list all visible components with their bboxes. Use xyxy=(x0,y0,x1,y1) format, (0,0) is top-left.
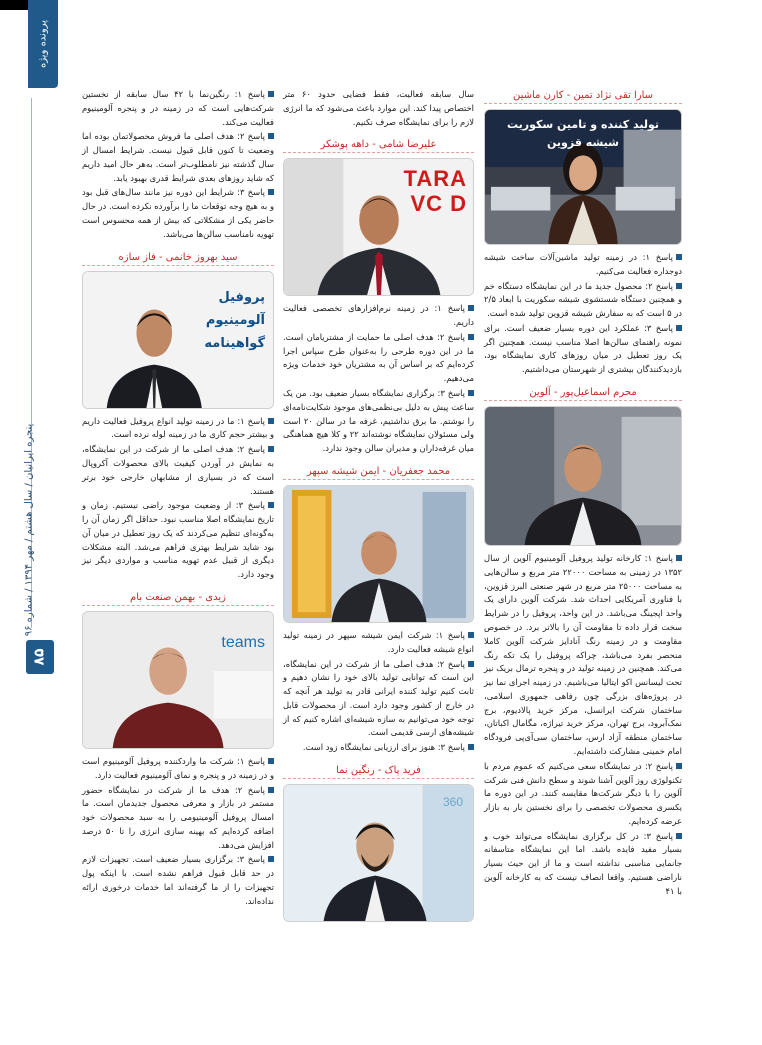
bullet-square-icon xyxy=(268,133,274,139)
bullet-square-icon xyxy=(676,555,682,561)
answer: پاسخ ۲: هدف اصلی ما فروش محصولاتمان بوده اما وضعیت تا کنون قابل قبول نیست. شرایط امسال از سال گذشته نیز نامطلوب‌تر است. به‌هر حال امید داریم که شاید روزهای بعدی شرایط قدری بهبود یابد. xyxy=(82,131,274,183)
bullet-square-icon xyxy=(676,283,682,289)
bullet-square-icon xyxy=(268,446,274,452)
bullet-square-icon xyxy=(468,305,474,311)
section-tab xyxy=(28,0,58,88)
bullet-square-icon xyxy=(676,763,682,769)
interview-karen-mashin xyxy=(484,90,682,377)
answer: پاسخ ۲: هدف اصلی ما از شرکت در این نمایشگاه، این است که توانایی تولید بالای خود را نشان دهیم و ثابت کنیم تولید کننده ایرانی قادر به تولید هر آنچه که در خارج از کشور وجود دارد است. از محصولات قابل توجه خود می‌توانیم به سازه شیشه‌ای اشاره کنیم که از شیشه‌های ارسی قدیمی است. xyxy=(283,658,474,738)
portrait-photo xyxy=(283,485,474,623)
answer: پاسخ ۱: شرکت ما واردکننده پروفیل آلومینیوم است و در زمینه در و پنجره و نمای آلومینیوم فعالیت دارد. xyxy=(82,755,274,780)
interview-dahe-pooshkar xyxy=(283,139,474,456)
bullet-square-icon xyxy=(676,325,682,331)
answer: پاسخ ۳: شرایط این دوره نیز مانند سال‌های قبل بود و به هیچ وجه توقعات ما را برآورده نکرده است. در حال حاضر یکی از مشکلاتی که بیش از همه محسوس است تهویه نامناسب سالن‌ها می‌باشد. xyxy=(82,187,274,239)
bullet-square-icon xyxy=(268,189,274,195)
answer: پاسخ ۳: عملکرد این دوره بسیار ضعیف است. برای نمونه راهنمای سالن‌ها اصلا مناسب نیست. همچنین اگر یک روز تعطیل در میان روزهای کاری نمایشگاه بود، بازدیدکنندگان بیشتری از شهرستان می‌داشتیم. xyxy=(484,322,682,375)
bullet-square-icon xyxy=(468,390,474,396)
page-number-badge xyxy=(26,640,54,674)
portrait-photo xyxy=(283,158,474,296)
byline: علیرضا شامی - داهه پوشکر xyxy=(283,139,474,153)
portrait-photo-illustration xyxy=(485,407,681,545)
byline: سارا تقی نژاد تمین - کارن ماشین xyxy=(484,90,682,104)
portrait-photo-illustration xyxy=(83,612,273,748)
bullet-square-icon xyxy=(468,661,474,667)
answer: پاسخ ۲: هدف اصلی ما حمایت از مشتریامان است. ما در این دوره طرحی را به‌عنوان طرح سپاس اجرا کرده‌ایم که بر اساس آن به مشتریان خود خدمات ویژه می‌دهیم. xyxy=(283,331,474,384)
interview-faz-saze xyxy=(82,252,274,582)
answer: پاسخ ۳: هنوز برای ارزیابی نمایشگاه زود است. xyxy=(283,741,474,755)
byline: سید بهروز خانمی - فاز سازه xyxy=(82,252,274,266)
bullet-square-icon xyxy=(468,744,474,750)
bullet-square-icon xyxy=(268,856,274,862)
portrait-photo xyxy=(484,406,682,546)
portrait-photo xyxy=(82,271,274,409)
interview-bahman-sanat-bam xyxy=(82,592,274,909)
answer: پاسخ ۱: در زمینه تولید ماشین‌آلات ساخت شیشه دوجداره فعالیت می‌کنیم. xyxy=(484,252,682,276)
booth-sign-text: TARA VC D xyxy=(403,166,467,216)
answer: پاسخ ۲: در نمایشگاه سعی می‌کنیم که عموم مردم با تکنولوژی روز آلوین آشنا شوند و سطح دانش فنی شرکت آلوین را با دیگر شرکت‌ها مقایسه کنند. در این دوره ما یکسری محصولات تخصصی را برای نخستین بار به بازار عرضه کرده‌ایم. xyxy=(484,760,682,826)
column-left xyxy=(82,88,274,919)
booth-sign-text: teams xyxy=(221,633,265,651)
portrait-photo xyxy=(283,784,474,922)
bullet-square-icon xyxy=(676,833,682,839)
top-edge-bar xyxy=(0,0,28,10)
answer: پاسخ ۱: ما در زمینه تولید انواع پروفیل فعالیت داریم و بیشتر حجم کاری ما در زمینه لوله نرده است. xyxy=(82,415,274,440)
portrait-photo-illustration xyxy=(284,486,473,622)
issue-info xyxy=(14,423,44,637)
answer: پاسخ ۲: محصول جدید ما در این نمایشگاه دستگاه خم و همچنین دستگاه شستشوی شیشه سکوریت با ابعاد ۲/۵ در ۵ است که به سفارش شیشه قزوین تولید شده است. xyxy=(484,280,682,319)
bullet-square-icon xyxy=(268,502,274,508)
bullet-square-icon xyxy=(676,254,682,260)
byline: محرم اسماعیل‌پور - آلوین xyxy=(484,387,682,401)
answer: پاسخ ۳: در کل برگزاری نمایشگاه می‌تواند خوب و بسیار مفید فایده باشد. اما این نمایشگاه متاسفانه جانمایی مناسبی نداشته است و ما از این حیث بسیار ناراضی هستیم. واقعا انصاف نیست که به کارخانه آلوین با ۴۱ xyxy=(484,830,682,896)
bullet-square-icon xyxy=(268,91,274,97)
answer: پاسخ ۳: برگزاری بسیار ضعیف است. تجهیزات لازم در حد قابل قبول فراهم نشده است. با اینکه پول تجهیزات را از ما گرفته‌اند اما خدمات درخوری ارائه نداده‌اند. xyxy=(82,854,274,906)
booth-sign-text: پروفیل آلومینیوم گواهینامه xyxy=(204,289,265,352)
bullet-square-icon xyxy=(468,632,474,638)
interview-rangin-nama xyxy=(283,765,474,922)
answer: پاسخ ۱: رنگین‌نما با ۴۲ سال سابقه از نخستین شرکت‌هایی است که در زمینه در و پنجره آلومینیوم فعالیت می‌کند. xyxy=(82,89,274,127)
continued-text: سال سابقه فعالیت، فقط فضایی حدود ۶۰ متر اختصاص پیدا کند. این موارد باعث می‌شود که ما انرژی لازم را برای نمایشگاه صرف نکنیم. xyxy=(283,89,475,127)
column-right xyxy=(484,88,682,909)
interview-alvin xyxy=(484,387,682,899)
booth-sign-text: 360 xyxy=(442,794,463,809)
booth-sign-text: تولید کننده و تامین سکوریت شیشه قزوین xyxy=(506,118,660,149)
answer: پاسخ ۱: در زمینه نرم‌افزارهای تخصصی فعالیت داریم. xyxy=(283,303,474,328)
answer: پاسخ ۳: از وضعیت موجود راضی نیستیم. زمان و تاریخ نمایشگاه اصلا مناسب نبود. حداقل اگر زمان آن را به‌گونه‌ای تنظیم می‌کردند که یک روز تعطیل در میان آن بود شاید شرایط بهتری فراهم می‌شد. البته مشکلات دیگری از قبیل عدم تهویه مناسب و مواردی دیگر نیز وجود دارد. xyxy=(82,500,274,580)
byline: فرید پاک - رنگین نما xyxy=(283,765,474,779)
page-number: ۸۵ xyxy=(32,648,48,666)
bullet-square-icon xyxy=(468,334,474,340)
column-middle xyxy=(283,88,474,932)
interview-rangin-nama-answers xyxy=(82,88,274,242)
answer: پاسخ ۱: کارخانه تولید پروفیل آلومینیوم آلوین از سال ۱۳۵۲ در زمینی به مساحت ۲۲۰۰۰ متر مربع و سالن‌هایی به مساحت ۲۵۰۰۰ متر مربع در شهر صنعتی البرز قزوین، با فناوری آمریکایی احداث شد. شرکت آلوین دارای یک واحد اپجینگ می‌باشد. در این واحد، پروفیل را در شرایط سخت قرار داده تا مقاومت آن را بالاتر برد. در خصوص مقاومت و در زمینه رنگ آنادایز شرکت آلوین کاملا منحصر بفرد می‌باشد، چراکه پروفیل را یک تکه رنگ می‌کند. همچنین در زمینه تولید در و پنجره ترمال بریک نیز تحت لیسانس اکو ایتالیا می‌باشیم. در زمینه اجرای نما نیز در پروژه‌های بزرگی چون رفاهی جمهوری اسلامی، ساختمان شرکت ایرانسل، مرکز خرید پالادیوم، برج نمک‌آبرود، برج تهران، مرکز خرید تیراژه، مگامال اکباتان، ساختمان منطقه آزاد ارس، ساختمان سی‌آی‌پی فرودگاه امام خمینی مشارکت داشته‌ایم. xyxy=(484,553,682,756)
byline: زیدی - بهمن صنعت بام xyxy=(82,592,274,606)
bullet-square-icon xyxy=(268,758,274,764)
bullet-square-icon xyxy=(268,418,274,424)
byline: محمد جعفریان - ایمن شیشه سپهر xyxy=(283,466,474,480)
portrait-photo xyxy=(484,109,682,245)
issue-info-text: پنجره ایرانیان / سال هشتم / مهر ۱۳۹۴ / شماره ۹۶ xyxy=(23,423,35,637)
portrait-photo xyxy=(82,611,274,749)
interview-iman-shishe-sepehr xyxy=(283,466,474,755)
answer: پاسخ ۲: هدف ما از شرکت در نمایشگاه حضور مستمر در بازار و معرفی محصول جدیدمان است. ما امسال پروفیل آلومینیومی را به سبد محصولات خود اضافه کرده‌ایم که بهینه سازی انرژی را تا ۵۰ درصد افزایش می‌دهد. xyxy=(82,784,274,850)
answer: پاسخ ۳: برگزاری نمایشگاه بسیار ضعیف بود. من یک ساعت پیش به دلیل بی‌نظمی‌های موجود شکایت‌نامه‌ای را نوشتم. ما برق نداشتیم، غرفه ما در سالن ۲۰ است ولی مسئولان نمایشگاه نوشته‌اند ۲۲ و کلا هیچ هماهنگی میان غرفه‌داران و مدیران سالن وجود ندارد. xyxy=(283,388,475,454)
answer: پاسخ ۱: شرکت ایمن شیشه سپهر در زمینه تولید انواع شیشه فعالیت دارد. xyxy=(283,629,474,654)
section-tab-label: پرونده ویژه xyxy=(37,20,49,68)
answer: پاسخ ۲: هدف اصلی ما از شرکت در این نمایشگاه، به نمایش در آوردن کیفیت بالای محصولات آکروپال است که در بسیاری از مشابهان خارجی خود برتر هستند. xyxy=(82,444,274,496)
bullet-square-icon xyxy=(268,787,274,793)
